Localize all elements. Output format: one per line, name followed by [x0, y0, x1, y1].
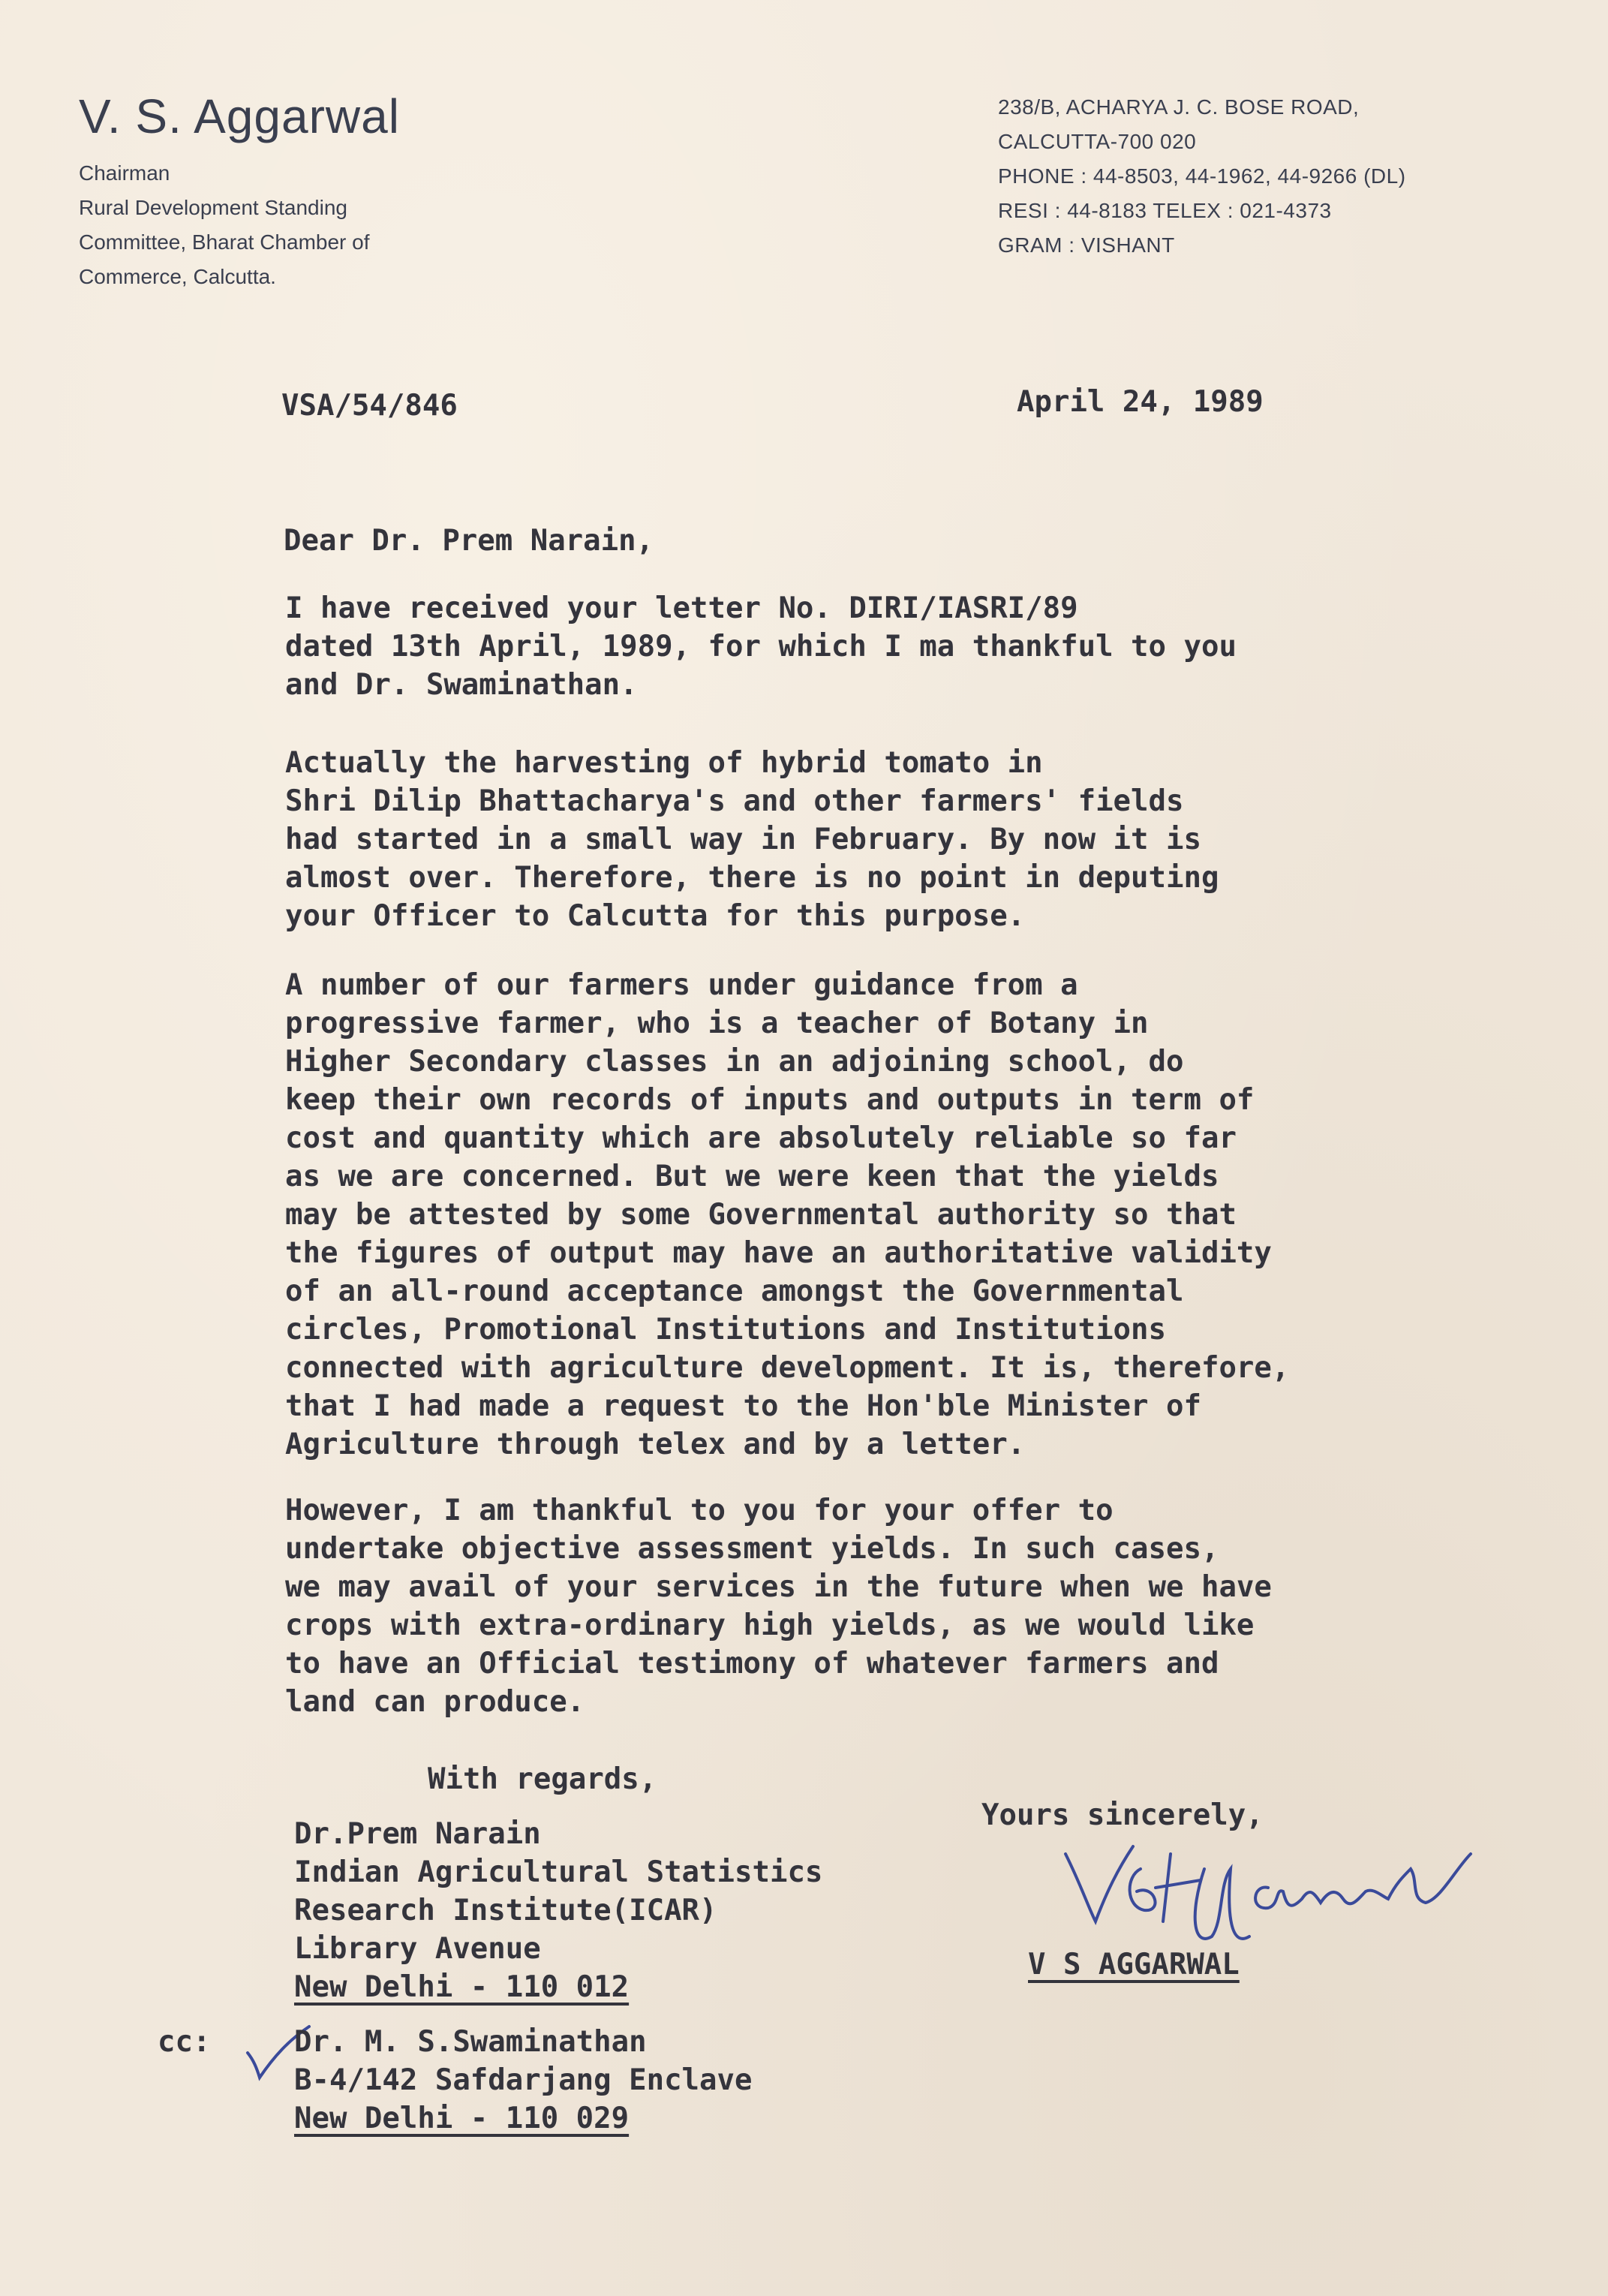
- reference-number: VSA/54/846: [281, 389, 458, 423]
- address-line: CALCUTTA-700 020: [998, 130, 1197, 153]
- regards-line: With regards,: [428, 1762, 657, 1796]
- recipient-line: Library Avenue: [294, 1932, 541, 1966]
- text-line: that I had made a request to the Hon'ble Minister of: [285, 1389, 1201, 1423]
- role-line: Committee, Bharat Chamber of: [79, 230, 370, 254]
- recipient-line: Research Institute(ICAR): [294, 1894, 717, 1927]
- role-line: Chairman: [79, 161, 170, 185]
- recipient-line: New Delhi - 110 012: [294, 1970, 630, 2004]
- paragraph-4: [285, 1491, 1576, 1721]
- text-line: Higher Secondary classes in an adjoining school, do: [285, 1045, 1184, 1079]
- text-line: the figures of output may have an authoritative validity: [285, 1236, 1272, 1270]
- recipient-line: Indian Agricultural Statistics: [294, 1855, 823, 1889]
- address-line: PHONE : 44-8503, 44-1962, 44-9266 (DL): [998, 164, 1406, 188]
- text-line: progressive farmer, who is a teacher of Botany in: [285, 1007, 1149, 1040]
- address-line: 238/B, ACHARYA J. C. BOSE ROAD,: [998, 95, 1360, 119]
- letterhead-name: V. S. Aggarwal: [79, 89, 400, 143]
- text-line: almost over. Therefore, there is no point in deputing: [285, 861, 1219, 895]
- closing-line: Yours sincerely,: [981, 1798, 1264, 1832]
- text-line: circles, Promotional Institutions and Institutions: [285, 1313, 1166, 1347]
- text-line: keep their own records of inputs and outputs in term of: [285, 1083, 1255, 1117]
- paragraph-2: [285, 744, 1576, 935]
- text-line: cost and quantity which are absolutely reliable so far: [285, 1121, 1237, 1155]
- text-line: had started in a small way in February. By now it is: [285, 823, 1201, 856]
- text-line: I have received your letter No. DIRI/IASRI/89: [285, 591, 1078, 625]
- role-line: Commerce, Calcutta.: [79, 265, 276, 288]
- recipient-line: Dr.Prem Narain: [294, 1817, 541, 1851]
- paragraph-1: [285, 589, 1576, 704]
- cc-label: cc:: [158, 2025, 211, 2059]
- cc-line: Dr. M. S.Swaminathan: [294, 2025, 647, 2059]
- cc-address: [294, 2023, 752, 2138]
- text-line: connected with agriculture development. It is, therefore,: [285, 1351, 1290, 1385]
- text-line: dated 13th April, 1989, for which I ma thankful to you: [285, 630, 1237, 664]
- letter-date: April 24, 1989: [1017, 385, 1264, 419]
- letterhead-address: [998, 90, 1583, 263]
- text-line: may be attested by some Governmental authority so that: [285, 1198, 1237, 1232]
- text-line: as we are concerned. But we were keen that the yields: [285, 1160, 1219, 1193]
- text-line: we may avail of your services in the future when we have: [285, 1570, 1272, 1604]
- text-line: land can produce.: [285, 1685, 585, 1719]
- text-line: and Dr. Swaminathan.: [285, 668, 638, 702]
- cc-line: New Delhi - 110 029: [294, 2102, 630, 2135]
- text-line: However, I am thankful to you for your offer to: [285, 1494, 1114, 1527]
- role-line: Rural Development Standing: [79, 196, 347, 219]
- text-line: to have an Official testimony of whatever farmers and: [285, 1647, 1219, 1681]
- text-line: A number of our farmers under guidance from a: [285, 968, 1078, 1002]
- text-line: of an all-round acceptance amongst the Governmental: [285, 1274, 1184, 1308]
- text-line: Agriculture through telex and by a letter.: [285, 1428, 1026, 1461]
- cc-line: B-4/142 Safdarjang Enclave: [294, 2063, 753, 2097]
- text-line: crops with extra-ordinary high yields, as we would like: [285, 1608, 1255, 1642]
- handwritten-signature: [1050, 1824, 1501, 1951]
- text-line: Shri Dilip Bhattacharya's and other farmers' fields: [285, 784, 1184, 818]
- letterhead-role: [79, 156, 499, 294]
- address-line: GRAM : VISHANT: [998, 233, 1175, 257]
- recipient-address: [294, 1815, 822, 2006]
- text-line: undertake objective assessment yields. In such cases,: [285, 1532, 1219, 1566]
- text-line: your Officer to Calcutta for this purpose.: [285, 899, 1026, 933]
- address-line: RESI : 44-8183 TELEX : 021-4373: [998, 199, 1332, 222]
- paragraph-3: [285, 966, 1576, 1464]
- signer-name: V S AGGARWAL: [1028, 1948, 1240, 1982]
- salutation: Dear Dr. Prem Narain,: [284, 524, 654, 558]
- text-line: Actually the harvesting of hybrid tomato in: [285, 746, 1043, 780]
